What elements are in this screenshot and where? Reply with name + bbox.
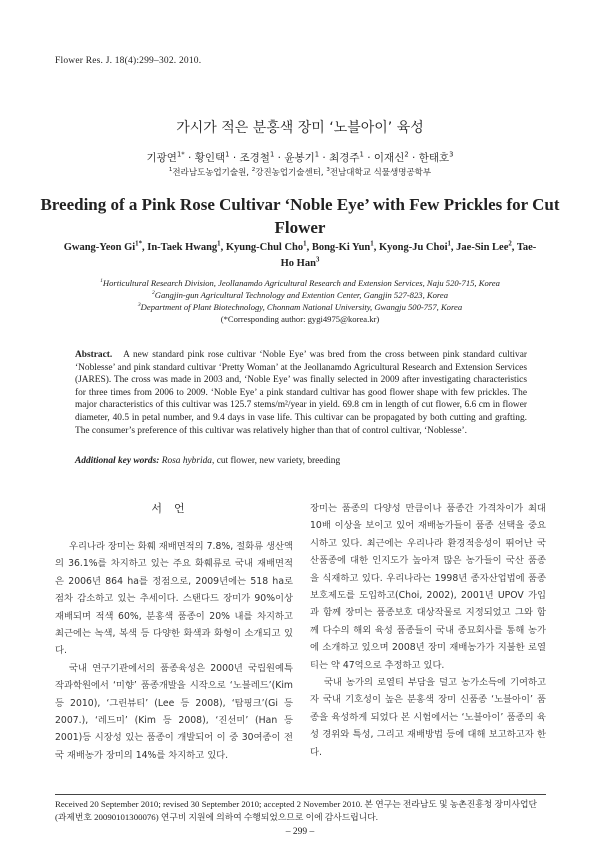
english-authors: Gwang-Yeon $Gi^{1*}$, In-Taek Hwang$^1$, Kyung-Chul Cho$^1$, Bong-Ki Yun$^1$, Kyong-Ju Choi$^1$, Jae-Sin Lee$^2$, Tae-Ho Han$^3$: [63, 240, 537, 269]
korean-author-6: 이재신$^2$: [373, 150, 409, 164]
additional-keywords: Additional key words: Rosa hybrida, cut flower, new variety, breeding: [75, 456, 341, 466]
korean-author-2: 황인택$^1$: [194, 150, 230, 164]
abstract-label: Abstract.: [75, 350, 113, 360]
korean-author-3: 조경철$^1$: [239, 150, 275, 164]
right-column: [310, 500, 546, 761]
english-author-2: In-Taek Hwang$^1$: [147, 240, 221, 253]
abstract-text: A new standard pink rose cultivar ‘Noble Eye’ was bred from the cross between pink standard cultivar ‘Noblesse’ and pink standard cultivar ‘Pretty Woman’ at the Jeollanamdo Agricultural Research and Extension Services (JARES). The cross was made in 2003 and, ‘Noble Eye’ was finally selected in 2009 after investigating characteristics for three times from 2006 to 2009. ‘Noble Eye’ a pink standard cultivar has good flower shape with few prickles. The major characteristics of this cultivar was 125.7 stems/m²/year in yield. 69.8 cm in length of cut flower, 6.6 cm in flower diameter, 40.5 in petal number, and 9.4 days in vase life. This cultivar can be propagated by both cutting and grafting. The consumer’s preference of this cultivar was relatively higher than that of control cultivar, ‘Noblesse’.: [75, 350, 528, 436]
left-paragraph-2: 국내 연구기관에서의 품종육성은 2000년 국립원예특작과학원에서 ‘미향’ 품종개발을 시작으로 ‘노블레드’(Kim 등 2010), ‘그린뷰티’ (Lee 등 2008), ‘탑핑크’(Gi 등 2007.), ‘레드미’ (Kim 등 2008), ‘진선미’ (Han 등 2001)등 시장성 있는 품종이 개발되어 이 중 30여종이 전국 재배농가 장미의 14%를 차지하고 있다.: [55, 662, 293, 761]
korean-affiliation-3: 전남대학교 식물생명공학부: [329, 168, 432, 178]
english-author-3: Kyung-Chul Cho$^1$: [225, 240, 307, 253]
english-author-6: Jae-Sin Lee$^2$: [456, 240, 512, 253]
keywords-label: Additional key words: [75, 456, 157, 466]
korean-author-7: 한태호$^3$: [418, 150, 454, 164]
english-author-5: Kyong-Ju Choi$^1$: [378, 240, 451, 253]
journal-citation: Flower Res. J. 18(4):299–302. 2010.: [55, 56, 202, 66]
right-paragraph-1: 장미는 품종의 다양성 만큼이나 품종간 가격차이가 최대 10배 이상을 보이고 있어 재배농가들이 품종 선택을 중요시하고 있다. 최근에는 우리나라 환경적응성이 뛰어난 국산품종에 대한 인지도가 높아져 많은 농가들이 국산 품종을 식재하고 있다. 우리나라는 1998년 종자산업법에 품종보호제도를 도입하고(Choi, 2002), 2001년 UPOV 가입과 함께 장미는 품종보호 대상작물로 지정되었고 그와 함께 다수의 해외 육성 품종들이 국내 종묘회사를 통해 농가에 소개하고 있으며 2008년 장미 재배농가가 지불한 로열티는 약 47억으로 추정하고 있다.: [310, 503, 546, 671]
korean-author-1: 기광연$^{1*}$: [146, 150, 185, 164]
korean-affiliation-1: 전라남도농업기술원,: [172, 168, 252, 178]
affiliation-3: $^3$Department of Plant Biotechnology, Chonnam National University, Gwangju 500-757, Korea: [137, 302, 463, 312]
keywords-italic: Rosa hybrida: [161, 456, 212, 466]
corresponding-author: (*Corresponding author: gygi4975@korea.kr): [220, 314, 380, 324]
right-paragraph-2: 국내 농가의 로열티 부담을 덜고 농가소득에 기여하고자 국내 기호성이 높은 분홍색 장미 신품종 ‘노블아이’ 품종을 육성하게 되었다 본 시험에서는 ‘노블아이’ 품종의 육성 경위와 특성, 그리고 재배방법 등에 대해 보고하고자 한다.: [310, 677, 546, 758]
keywords-rest: , cut flower, new variety, breeding: [212, 456, 341, 466]
abstract: [75, 349, 527, 437]
received-footnote: Received 20 September 2010; revised 30 September 2010; accepted 2 November 2010. 본 연구는 전라남도 및 농촌진흥청 장미사업단 (과제번호 20090101300076) 연구비 지원에 의하여 수행되었으므로 이에 감사드립니다.: [55, 799, 537, 822]
english-author-7: Tae-Ho Han$^3$: [280, 242, 537, 269]
left-paragraph-1: 우리나라 장미는 화훼 재배면적의 7.8%, 절화류 생산액의 36.1%를 차지하고 있는 주요 화훼류로 국내 재배면적은 2006년 864 ha를 정점으로, 2009년에는 518 ha로 점차 감소하고 있는 추세이다. 스탠다드 장미가 90%이상 재배되며 적색 60%, 분홍색 품종이 20% 내를 차지하고 최근에는 녹색, 복색 등 다양한 화색과 화형이 소개되고 있다.: [55, 541, 293, 657]
korean-authors: 기광연$^{1*}$ · 황인택$^1$ · 조경철$^1$ · 윤봉기$^1$ · 최경주$^1$ · 이재신$^2$ · 한태호$^3$: [146, 150, 454, 164]
english-author-1: Gwang-Yeon $Gi^{1*}$: [63, 240, 142, 253]
affiliation-1: $^1$Horticultural Research Division, Jeollanamdo Agricultural Research and Extension Services, Naju 520-715, Korea: [100, 278, 500, 288]
section-heading-introduction: 서언: [151, 502, 197, 515]
korean-title: 가시가 적은 분홍색 장미 ‘노블아이’ 육성: [176, 120, 424, 136]
korean-author-5: 최경주$^1$: [329, 150, 364, 164]
footnote-rule: [55, 794, 546, 795]
english-title: Breeding of a Pink Rose Cultivar ‘Noble Eye’ with Few Prickles for Cut Flower: [40, 195, 560, 237]
left-column: [55, 538, 293, 764]
english-author-4: Bong-Ki Yun$^1$: [311, 240, 374, 253]
korean-affiliations: $^1$전라남도농업기술원, $^2$강진농업기술센터, $^3$전남대학교 식물생명공학부: [168, 167, 432, 178]
korean-affiliation-2: 강진농업기술센터,: [255, 168, 327, 178]
korean-author-4: 윤봉기$^1$: [284, 150, 320, 164]
page-number: – 299 –: [285, 827, 315, 837]
affiliation-2: $^2$Gangjin-gun Agricultural Technology and Extention Center, Gangjin 527-823, Korea: [151, 290, 449, 300]
